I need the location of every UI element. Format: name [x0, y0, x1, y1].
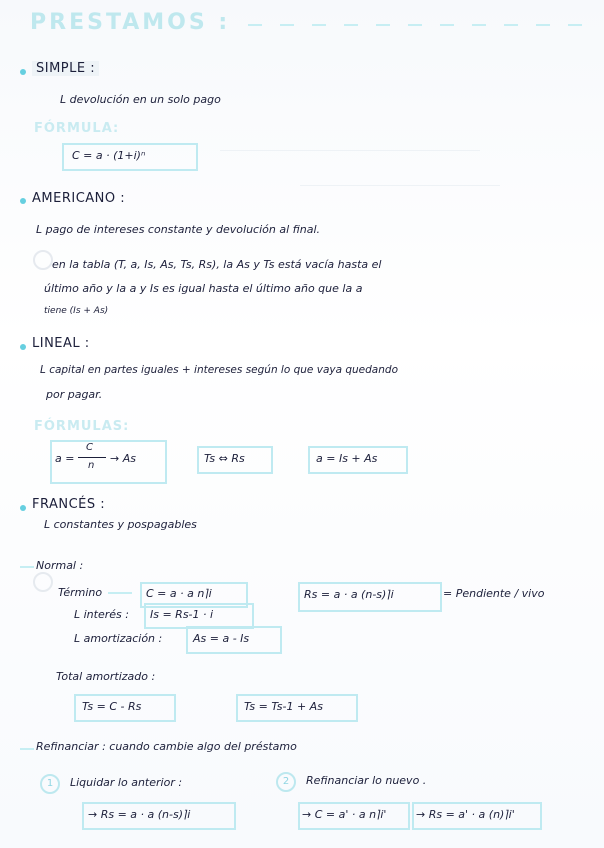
frances-note: L constantes y pospagables: [44, 518, 197, 531]
lineal-formulas-label: FÓRMULAS:: [34, 419, 130, 434]
refinanciar-step1-formula: → Rs = a · a (n-s)⌉i: [88, 808, 191, 821]
bullet-icon: [20, 344, 26, 350]
simple-formula: C = a · (1+i)ⁿ: [72, 149, 146, 162]
arrow-icon: [108, 592, 132, 594]
americano-table-note: último año y la a y Is es igual hasta el último año que la a: [44, 282, 363, 295]
page-title: PRESTAMOS :: [30, 10, 231, 35]
refinanciar-step1: Liquidar lo anterior :: [70, 776, 183, 789]
americano-note: L pago de intereses constante y devolución al final.: [36, 223, 321, 236]
bullet-icon: [20, 198, 26, 204]
section-heading-frances: FRANCÉS :: [32, 497, 106, 512]
normal-amort-label: L amortización :: [74, 632, 163, 645]
title-dash: [536, 24, 550, 26]
lineal-f1-den: n: [88, 460, 95, 471]
normal-heading: Normal :: [36, 559, 84, 572]
refinanciar-step2: Refinanciar lo nuevo .: [306, 774, 427, 787]
normal-interes-formula: Is = Rs-1 · i: [150, 608, 214, 621]
refinanciar-step2-formula-a: → C = a' · a n⌉i': [302, 808, 387, 821]
refinanciar-heading: Refinanciar : cuando cambie algo del préstamo: [36, 740, 297, 753]
bullet-icon: [20, 505, 26, 511]
arrow-icon: [20, 748, 34, 750]
step-number-circle: [40, 774, 60, 794]
note-circle-icon: [33, 572, 53, 592]
step-number: 1: [46, 778, 54, 789]
normal-interes-label: L interés :: [74, 608, 129, 621]
section-heading-americano: AMERICANO :: [32, 191, 126, 206]
refinanciar-step2-formula-b: → Rs = a' · a (n)⌉i': [416, 808, 515, 821]
lineal-note: por pagar.: [46, 388, 103, 401]
step-number: 2: [282, 776, 290, 787]
normal-termino-formula: C = a · a n⌉i: [146, 587, 212, 600]
title-dash: [312, 24, 326, 26]
americano-table-note: tiene (Is + As): [44, 306, 109, 316]
normal-total-f2: Ts = Ts-1 + As: [244, 700, 323, 713]
title-dash: [440, 24, 454, 26]
americano-table-note: en la tabla (T, a, Is, As, Ts, Rs), la As y Ts está vacía hasta el: [52, 258, 382, 271]
lineal-f1-right: → As: [110, 452, 136, 465]
section-heading-simple: SIMPLE :: [32, 61, 99, 76]
normal-termino-label: Término: [58, 586, 103, 599]
title-dash: [376, 24, 390, 26]
simple-formula-label: FÓRMULA:: [34, 121, 120, 136]
normal-rs-formula: Rs = a · a (n-s)⌉i: [304, 588, 394, 601]
lineal-f1-left: a =: [55, 452, 75, 465]
title-dash: [568, 24, 582, 26]
normal-total-f1: Ts = C - Rs: [82, 700, 142, 713]
faint-line: [220, 150, 480, 151]
section-heading-lineal: LINEAL :: [32, 336, 90, 351]
lineal-f3: a = Is + As: [316, 452, 378, 465]
title-dash: [248, 24, 262, 26]
lineal-f1-num: C: [86, 442, 93, 453]
normal-amort-formula: As = a - Is: [193, 632, 250, 645]
bullet-icon: [20, 69, 26, 75]
lineal-note: L capital en partes iguales + intereses según lo que vaya quedando: [40, 364, 398, 376]
step-number-circle: [276, 772, 296, 792]
title-dash: [504, 24, 518, 26]
title-dash: [344, 24, 358, 26]
normal-total-label: Total amortizado :: [56, 670, 156, 683]
lineal-f2: Ts ⇔ Rs: [204, 452, 245, 465]
faint-line: [300, 185, 500, 186]
note-circle-icon: [33, 250, 53, 270]
title-dash: [408, 24, 422, 26]
fraction-line: [78, 457, 106, 458]
simple-note: L devolución en un solo pago: [60, 93, 221, 106]
normal-rs-note: = Pendiente / vivo: [443, 587, 545, 600]
title-dash: [280, 24, 294, 26]
arrow-icon: [20, 566, 34, 568]
title-dash: [472, 24, 486, 26]
